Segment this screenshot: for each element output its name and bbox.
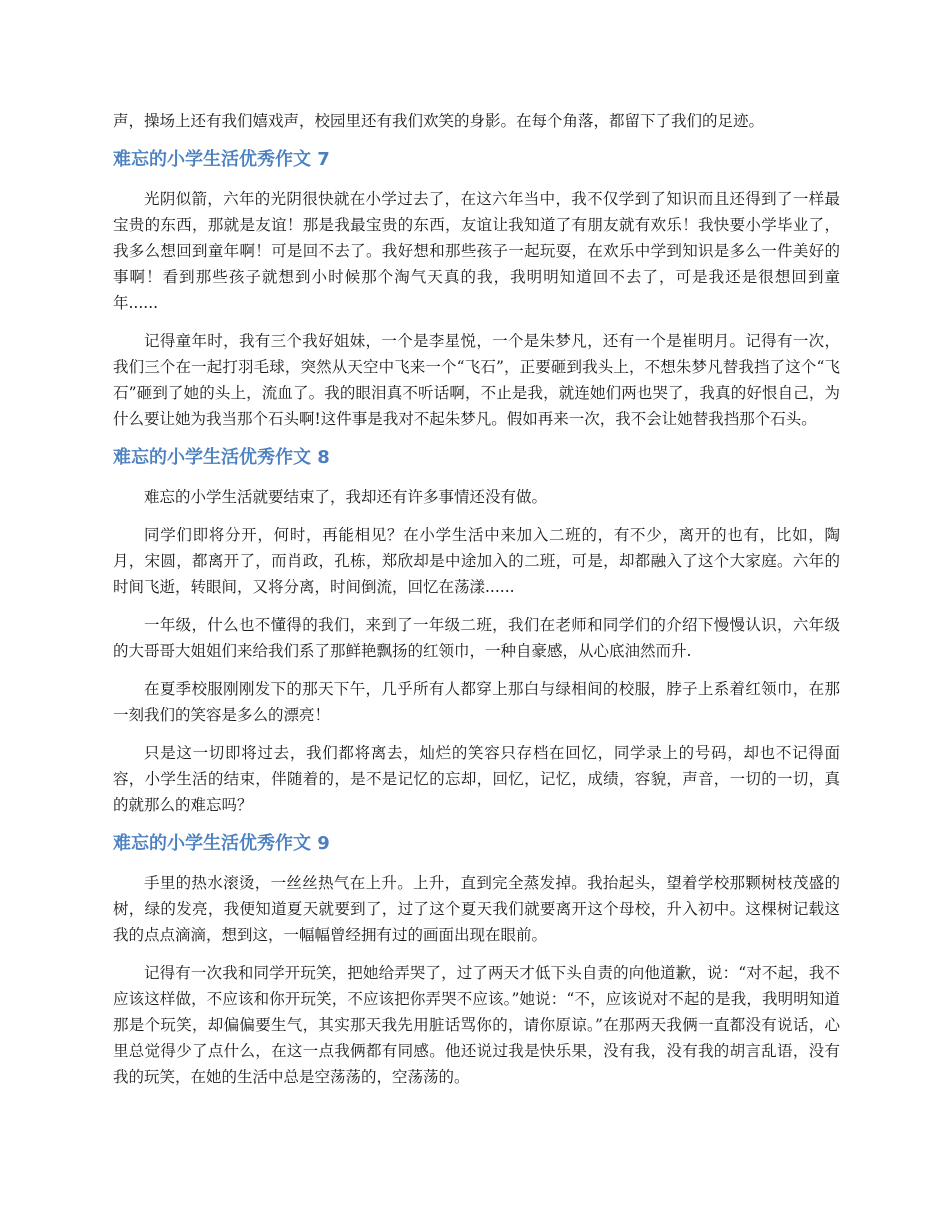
section-heading-essay-8: 难忘的小学生活优秀作文 8 bbox=[113, 447, 330, 468]
section-heading-essay-7: 难忘的小学生活优秀作文 7 bbox=[113, 149, 330, 170]
section-heading-essay-9: 难忘的小学生活优秀作文 9 bbox=[113, 833, 330, 854]
paragraph: 手里的热水滚烫，一丝丝热气在上升。上升，直到完全蒸发掉。我抬起头，望着学校那颗树枝茂盛的树，绿的发亮，我便知道夏天就要到了，过了这个夏天我们就要离开这个母校，升入初中。这棵树记载这我的点点滴滴，想到这，一幅幅曾经拥有过的画面出现在眼前。 bbox=[113, 874, 840, 944]
paragraph: 一年级，什么也不懂得的我们，来到了一年级二班，我们在老师和同学们的介绍下慢慢认识，六年级的大哥哥大姐姐们来给我们系了那鲜艳飘扬的红领巾，一种自豪感，从心底油然而升. bbox=[113, 616, 840, 660]
paragraph: 记得有一次我和同学开玩笑，把她给弄哭了，过了两天才低下头自责的向他道歉，说：“对不起，我不应该这样做，不应该和你开玩笑，不应该把你弄哭不应该。”她说：“不，应该说对不起的是我，我明明知道那是个玩笑，却偏偏要生气，其实那天我先用脏话骂你的，请你原谅。”在那两天我俩一直都没有说话，心里总觉得少了点什么，在这一点我俩都有同感。他还说过我是快乐果，没有我，没有我的胡言乱语，没有我的玩笑，在她的生活中总是空荡荡的，空荡荡的。 bbox=[113, 964, 840, 1086]
paragraph: 在夏季校服刚刚发下的那天下午，几乎所有人都穿上那白与绿相间的校服，脖子上系着红领巾，在那一刻我们的笑容是多么的漂亮！ bbox=[113, 680, 840, 724]
paragraph: 同学们即将分开，何时，再能相见？在小学生活中来加入二班的，有不少，离开的也有，比如，陶月，宋圆，都离开了，而肖政，孔栋，郑欣却是中途加入的二班，可是，却都融入了这个大家庭。六年的时间飞逝，转眼间，又将分离，时间倒流，回忆在荡漾...... bbox=[113, 526, 840, 596]
paragraph: 记得童年时，我有三个我好姐妹，一个是李星悦，一个是朱梦凡，还有一个是崔明月。记得有一次，我们三个在一起打羽毛球，突然从天空中飞来一个“飞石”，正要砸到我头上，不想朱梦凡替我挡了这个“飞石”砸到了她的头上，流血了。我的眼泪真不听话啊，不止是我，就连她们两也哭了，我真的好恨自己，为什么要让她为我当那个石头啊!这件事是我对不起朱梦凡。假如再来一次，我不会让她替我挡那个石头。 bbox=[113, 332, 840, 428]
paragraph: 声，操场上还有我们嬉戏声，校园里还有我们欢笑的身影。在每个角落，都留下了我们的足迹。 bbox=[113, 112, 765, 130]
paragraph: 只是这一切即将过去，我们都将离去，灿烂的笑容只存档在回忆，同学录上的号码，却也不记得面容，小学生活的结束，伴随着的，是不是记忆的忘却，回忆，记忆，成绩，容貌，声音，一切的一切，真的就那么的难忘吗？ bbox=[113, 744, 840, 814]
paragraph: 光阴似箭，六年的光阴很快就在小学过去了，在这六年当中，我不仅学到了知识而且还得到了一样最宝贵的东西，那就是友谊！那是我最宝贵的东西，友谊让我知道了有朋友就有欢乐！我快要小学毕业了，我多么想回到童年啊！可是回不去了。我好想和那些孩子一起玩耍，在欢乐中学到知识是多么一件美好的事啊！看到那些孩子就想到小时候那个淘气天真的我，我明明知道回不去了，可是我还是很想回到童年...... bbox=[113, 190, 840, 312]
paragraph: 难忘的小学生活就要结束了，我却还有许多事情还没有做。 bbox=[144, 488, 548, 506]
